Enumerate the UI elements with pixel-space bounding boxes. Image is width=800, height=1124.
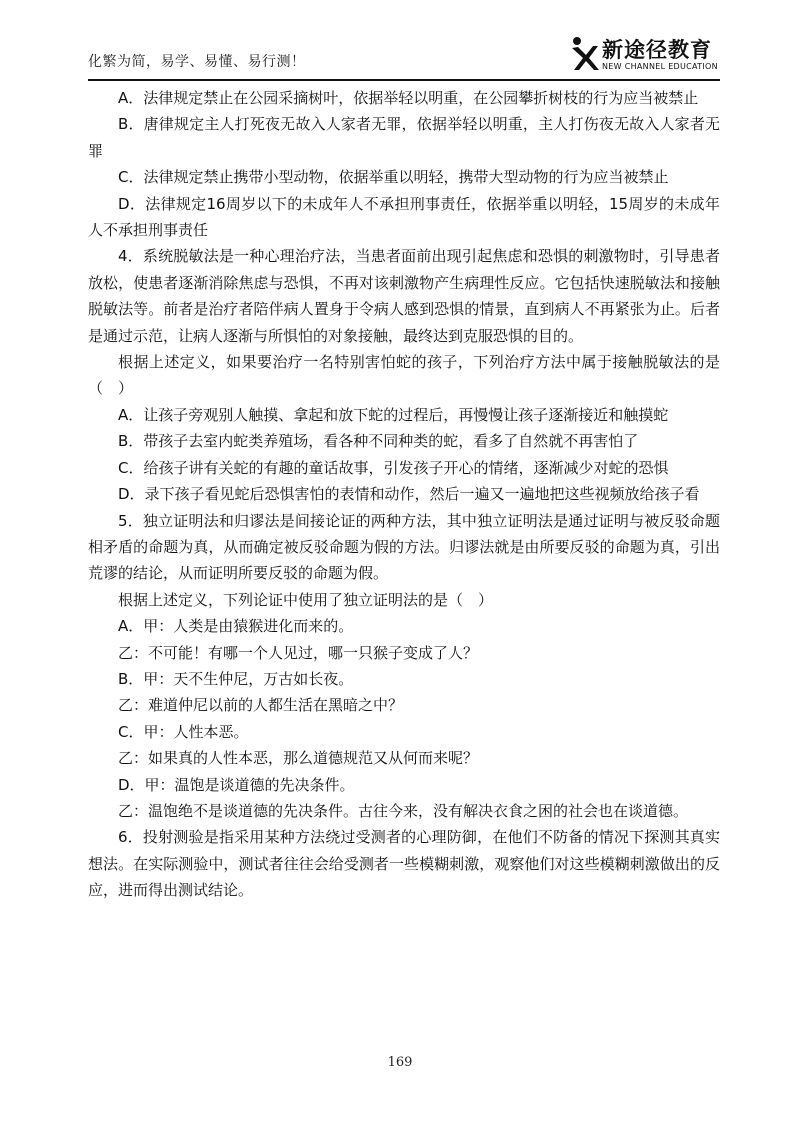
question-5-option-b: B．甲：天不生仲尼，万古如长夜。: [118, 669, 354, 688]
question-5-option-d: D．甲：温饱是谈道德的先决条件。: [118, 775, 355, 794]
logo-x-mark-icon: [570, 36, 600, 72]
question-4-option-a: A．让孩子旁观别人触摸、拿起和放下蛇的过程后，再慢慢让孩子逐渐接近和触摸蛇: [118, 405, 669, 424]
question-4-option-b: B．带孩子去室内蛇类养殖场，看各种不同种类的蛇，看多了自然就不再害怕了: [118, 432, 639, 451]
question-4-option-d: D．录下孩子看见蛇后恐惧害怕的表情和动作，然后一遍又一遍地把这些视频放给孩子看: [118, 485, 700, 504]
dialogue-line: 乙：如果真的人性本恶，那么道德规范又从何而来呢？: [118, 749, 479, 768]
question-6-stem: 6．投射测验是指采用某种方法绕过受测者的心理防御，在他们不防备的情况下探测其真实想法。在实际测验中，测试者往往会给受测者一些模糊刺激，观察他们对这些模糊刺激做出的反应，进而得出测试结论。: [88, 828, 720, 900]
question-4-stem: 4．系统脱敏法是一种心理治疗法，当患者面前出现引起焦虑和恐惧的刺激物时，引导患者放松，使患者逐渐消除焦虑与恐惧，不再对该刺激物产生病理性反应。它包括快速脱敏法和接触脱敏法等。前者是治疗者陪伴病人置身于令病人感到恐惧的情景，直到病人不再紧张为止。后者是通过示范，让病人逐渐与所惧怕的对象接触，最终达到克服恐惧的目的。: [88, 247, 720, 345]
logo-chinese-name: 新途径教育: [602, 38, 712, 62]
document-body: [88, 85, 720, 904]
dialogue-line: 乙：难道仲尼以前的人都生活在黑暗之中？: [118, 696, 404, 715]
brand-logo: [570, 34, 720, 78]
dialogue-line: 乙：温饱绝不是谈道德的先决条件。古往今来，没有解决衣食之困的社会也在谈道德。: [118, 801, 689, 820]
dialogue-line: 乙：不可能！有哪一个人见过，哪一只猴子变成了人？: [118, 643, 479, 662]
question-5-option-a: A．甲：人类是由猿猴进化而来的。: [118, 617, 354, 636]
paragraph: C．法律规定禁止携带小型动物，依据举重以明轻，携带大型动物的行为应当被禁止: [118, 168, 669, 187]
paragraph: D．法律规定16周岁以下的未成年人不承担刑事责任，依据举重以明轻，15周岁的未成年人不承担刑事责任: [88, 194, 720, 240]
paragraph: B．唐律规定主人打死夜无故入人家者无罪，依据举轻以明重，主人打伤夜无故入人家者无罪: [88, 115, 720, 160]
question-4-prompt: 根据上述定义，如果要治疗一名特别害怕蛇的孩子，下列治疗方法中属于接触脱敏法的是（ ）: [88, 353, 720, 398]
question-4-option-c: C．给孩子讲有关蛇的有趣的童话故事，引发孩子开心的情绪，逐渐减少对蛇的恐惧: [118, 458, 669, 477]
question-5-option-c: C．甲：人性本恶。: [118, 722, 249, 741]
question-5-stem: 5．独立证明法和归谬法是间接论证的两种方法，其中独立证明法是通过证明与被反驳命题相矛盾的命题为真，从而确定被反驳命题为假的方法。归谬法就是由所要反驳的命题为真，引出荒谬的结论，从而证明所要反驳的命题为假。: [88, 511, 720, 583]
logo-english-name: NEW CHANNEL EDUCATION: [602, 62, 718, 71]
page-header: [88, 34, 720, 80]
question-5-prompt: 根据上述定义，下列论证中使用了独立证明法的是（ ）: [118, 590, 494, 609]
header-slogan: 化繁为简，易学、易懂、易行测！: [88, 54, 306, 70]
paragraph: A．法律规定禁止在公园采摘树叶，依据举轻以明重，在公园攀折树枝的行为应当被禁止: [118, 89, 699, 107]
header-divider: [88, 79, 720, 81]
page-number: 169: [387, 1055, 413, 1070]
